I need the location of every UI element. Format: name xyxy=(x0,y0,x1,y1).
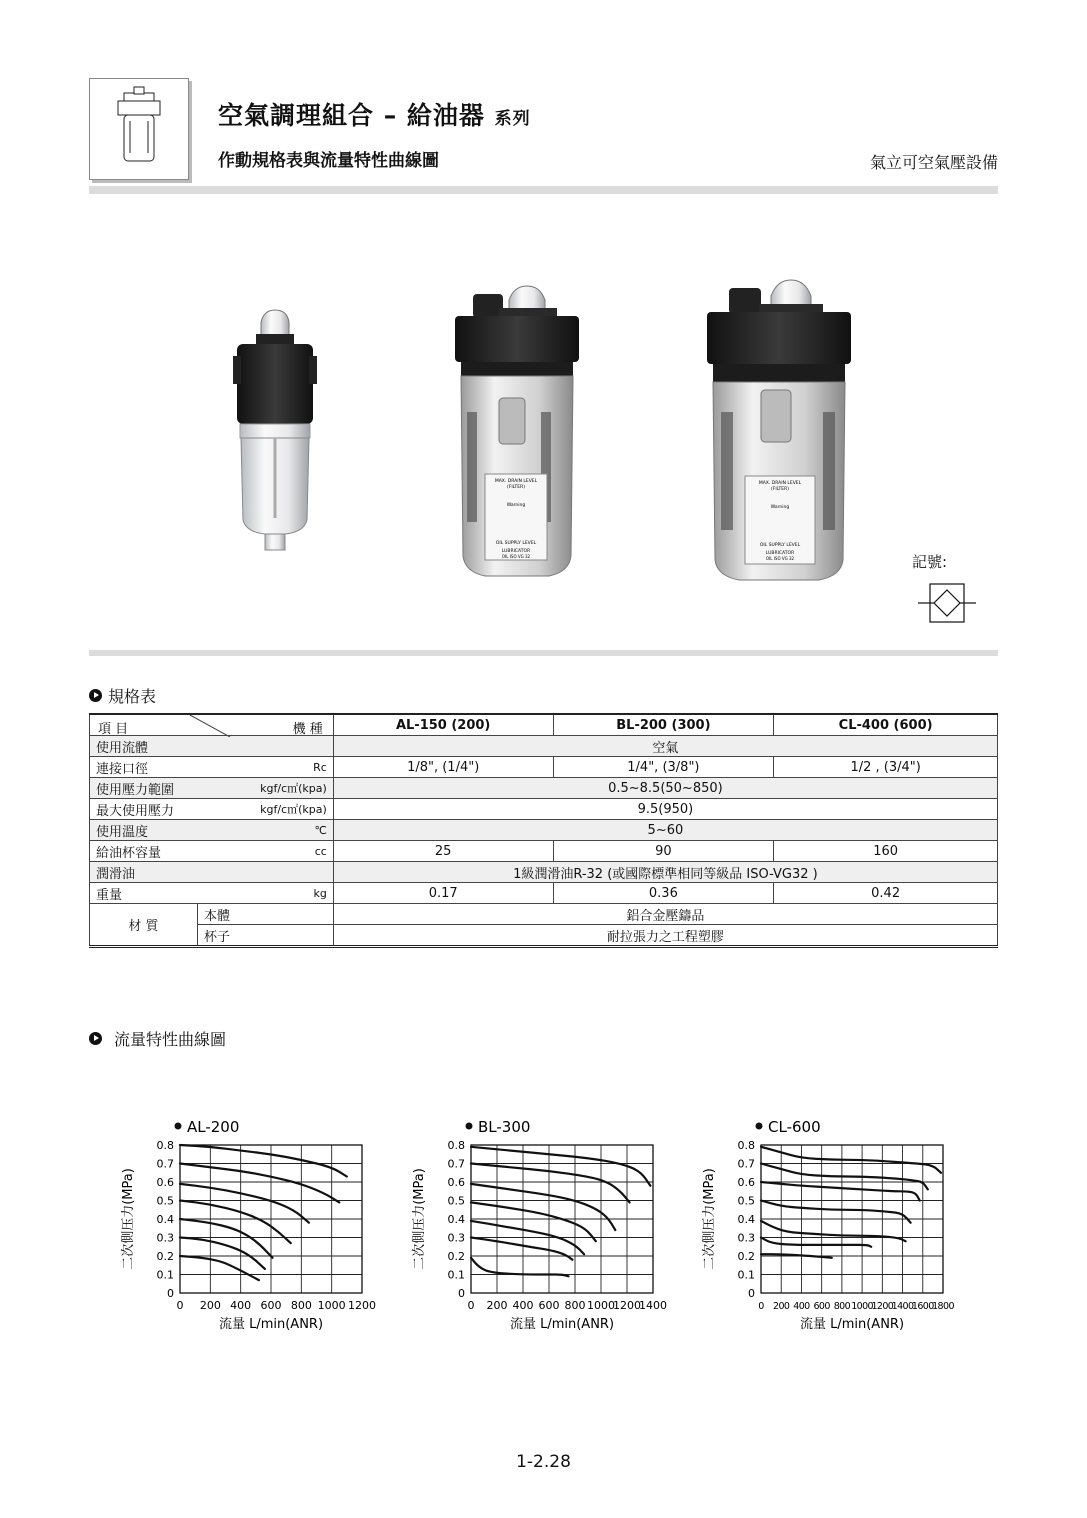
lubricator-symbol-icon xyxy=(918,582,976,626)
series-curve-0.2 xyxy=(180,1256,259,1280)
x-tick-label: 600 xyxy=(538,1299,560,1312)
x-tick-label: 800 xyxy=(833,1301,851,1312)
page-number: 1-2.28 xyxy=(516,1452,571,1472)
x-tick-label: 1400 xyxy=(891,1301,914,1312)
chart-title: CL-600 xyxy=(768,1118,821,1136)
chart-title-bullet-icon xyxy=(756,1123,763,1130)
y-tick-label: 0.3 xyxy=(447,1231,465,1245)
y-tick-label: 0 xyxy=(458,1287,465,1300)
y-tick-label: 0.3 xyxy=(156,1231,174,1245)
x-tick-label: 400 xyxy=(793,1301,810,1312)
series-curve-0.3 xyxy=(180,1238,265,1269)
x-tick-label: 600 xyxy=(260,1299,282,1312)
series-curve-0.8 xyxy=(761,1147,941,1173)
y-tick-label: 0.8 xyxy=(447,1139,465,1152)
spec-table xyxy=(89,713,998,948)
y-tick-label: 0.2 xyxy=(156,1250,174,1263)
y-tick-label: 0.8 xyxy=(156,1139,174,1152)
chart-title: BL-300 xyxy=(478,1118,531,1136)
chart-title-bullet-icon xyxy=(175,1123,182,1130)
x-tick-label: 600 xyxy=(813,1301,830,1312)
y-tick-label: 0.2 xyxy=(737,1250,755,1263)
x-tick-label: 1400 xyxy=(639,1299,667,1312)
flow-charts xyxy=(110,1110,990,1340)
y-tick-label: 0.1 xyxy=(737,1268,755,1282)
y-tick-label: 0.7 xyxy=(737,1157,755,1171)
row-pressure-range: 使用壓力範圍 kgf/c㎡(kpa) 0.5~8.5(50~850) xyxy=(90,778,998,799)
svg-text:OIL ISO VG 32: OIL ISO VG 32 xyxy=(765,556,795,561)
product-thumbnail xyxy=(89,78,189,180)
series-curve-0.7 xyxy=(180,1164,339,1203)
y-tick-label: 0.1 xyxy=(156,1268,174,1282)
y-tick-label: 0.8 xyxy=(737,1139,755,1152)
row-material-bowl: 杯子 耐拉張力之工程塑膠 xyxy=(90,925,998,947)
y-axis-label: 二次側压力(MPa) xyxy=(121,1168,136,1270)
y-tick-label: 0.3 xyxy=(737,1231,755,1245)
x-tick-label: 1000 xyxy=(587,1299,615,1312)
svg-text:MAX. DRAIN LEVEL: MAX. DRAIN LEVEL xyxy=(494,479,538,484)
x-tick-label: 1800 xyxy=(932,1301,954,1312)
row-fluid: 使用流體 空氣 xyxy=(90,736,998,757)
header-item-cell: 項 目 機 種 xyxy=(90,714,334,736)
company-name: 氣立可空氣壓設備 xyxy=(869,153,998,172)
series-curve-0.2 xyxy=(471,1258,569,1277)
y-tick-label: 0.4 xyxy=(447,1213,465,1226)
page-subtitle: 作動規格表與流量特性曲線圖 xyxy=(218,151,439,171)
series-curve-0.3 xyxy=(761,1238,871,1247)
header-divider xyxy=(89,186,998,194)
y-tick-label: 0.4 xyxy=(737,1213,755,1226)
page-title: 空氣調理組合 – 給油器 系列 xyxy=(218,101,531,130)
model-cl: CL-400 (600) xyxy=(774,714,998,736)
x-tick-label: 1600 xyxy=(911,1301,934,1312)
svg-text:Warning: Warning xyxy=(506,503,526,508)
y-tick-label: 0.6 xyxy=(156,1176,174,1189)
x-tick-label: 1200 xyxy=(871,1301,894,1312)
series-curve-0.5 xyxy=(471,1202,596,1241)
series-curve-0.6 xyxy=(761,1182,920,1201)
y-tick-label: 0.7 xyxy=(447,1157,465,1171)
x-axis-label: 流量 L/min(ANR) xyxy=(509,1317,615,1332)
y-tick-label: 0.4 xyxy=(156,1213,174,1226)
y-tick-label: 0.7 xyxy=(156,1157,174,1171)
svg-text:OIL SUPPLY LEVEL: OIL SUPPLY LEVEL xyxy=(759,543,801,548)
spec-header-row xyxy=(90,714,998,736)
svg-text:Warning: Warning xyxy=(770,505,790,510)
y-tick-label: 0.5 xyxy=(447,1194,465,1208)
row-temperature: 使用溫度 ℃ 5~60 xyxy=(90,820,998,841)
svg-text:(FILTER): (FILTER) xyxy=(770,487,790,492)
flow-heading: 流量特性曲線圖 xyxy=(89,1027,226,1050)
x-tick-label: 0 xyxy=(758,1301,764,1312)
y-tick-label: 0.6 xyxy=(447,1176,465,1189)
svg-text:OIL SUPPLY LEVEL: OIL SUPPLY LEVEL xyxy=(495,541,537,546)
y-axis-label: 二次側压力(MPa) xyxy=(412,1168,427,1270)
x-tick-label: 400 xyxy=(512,1299,534,1312)
bl-200-photo xyxy=(455,286,579,576)
row-weight: 重量 kg 0.17 0.36 0.42 xyxy=(90,883,998,904)
svg-text:(FILTER): (FILTER) xyxy=(506,485,526,490)
chart-title-bullet-icon xyxy=(466,1123,473,1130)
x-tick-label: 200 xyxy=(199,1299,221,1312)
model-bl: BL-200 (300) xyxy=(553,714,774,736)
svg-text:LUBRICATOR: LUBRICATOR xyxy=(765,551,795,556)
x-tick-label: 1200 xyxy=(348,1299,376,1312)
lubricator-thumbnail-icon xyxy=(90,79,188,179)
y-tick-label: 0.1 xyxy=(447,1268,465,1282)
y-tick-label: 0 xyxy=(167,1287,174,1300)
y-axis-label: 二次側压力(MPa) xyxy=(702,1168,717,1270)
section-divider xyxy=(89,650,998,656)
x-tick-label: 0 xyxy=(467,1299,475,1312)
model-al: AL-150 (200) xyxy=(333,714,553,736)
series-curve-0.8 xyxy=(180,1145,347,1177)
x-axis-label: 流量 L/min(ANR) xyxy=(218,1317,324,1332)
cl-400-photo xyxy=(707,280,851,580)
y-tick-label: 0.5 xyxy=(156,1194,174,1208)
y-tick-label: 0.5 xyxy=(737,1194,755,1208)
x-axis-label: 流量 L/min(ANR) xyxy=(799,1317,905,1332)
x-tick-label: 1200 xyxy=(613,1299,641,1312)
x-tick-label: 400 xyxy=(230,1299,252,1312)
product-photos xyxy=(89,270,998,620)
svg-text:LUBRICATOR: LUBRICATOR xyxy=(501,549,531,554)
arrow-bullet-icon xyxy=(89,689,102,702)
y-tick-label: 0.6 xyxy=(737,1176,755,1189)
row-material-body: 材 質 本體 鋁合金壓鑄品 xyxy=(90,904,998,925)
x-tick-label: 200 xyxy=(773,1301,790,1312)
series-curve-0.4 xyxy=(761,1221,906,1241)
y-tick-label: 0 xyxy=(748,1287,755,1300)
x-tick-label: 800 xyxy=(290,1299,312,1312)
x-tick-label: 800 xyxy=(564,1299,586,1312)
svg-text:MAX. DRAIN LEVEL: MAX. DRAIN LEVEL xyxy=(758,481,802,486)
symbol-label: 記號: xyxy=(912,553,948,571)
spec-heading: 規格表 xyxy=(89,684,156,707)
x-tick-label: 1000 xyxy=(317,1299,346,1312)
row-port: 連接口徑 Rc 1/8", (1/4") 1/4", (3/8") 1/2 , (3/4") xyxy=(90,757,998,778)
chart-title: AL-200 xyxy=(187,1118,240,1136)
x-tick-label: 200 xyxy=(486,1299,508,1312)
arrow-bullet-icon xyxy=(89,1032,102,1045)
al-150-photo xyxy=(233,310,317,550)
row-max-pressure: 最大使用壓力 kgf/c㎡(kpa) 9.5(950) xyxy=(90,799,998,820)
row-bowl-capacity: 給油杯容量 cc 25 90 160 xyxy=(90,841,998,862)
x-tick-label: 0 xyxy=(176,1299,184,1312)
x-tick-label: 1000 xyxy=(851,1301,874,1312)
row-lubricant: 潤滑油 1級潤滑油R-32 (或國際標準相同等級品 ISO-VG32 ) xyxy=(90,862,998,883)
y-tick-label: 0.2 xyxy=(447,1250,465,1263)
series-curve-0.6 xyxy=(471,1184,615,1230)
svg-text:OIL ISO VG 32: OIL ISO VG 32 xyxy=(501,554,531,559)
